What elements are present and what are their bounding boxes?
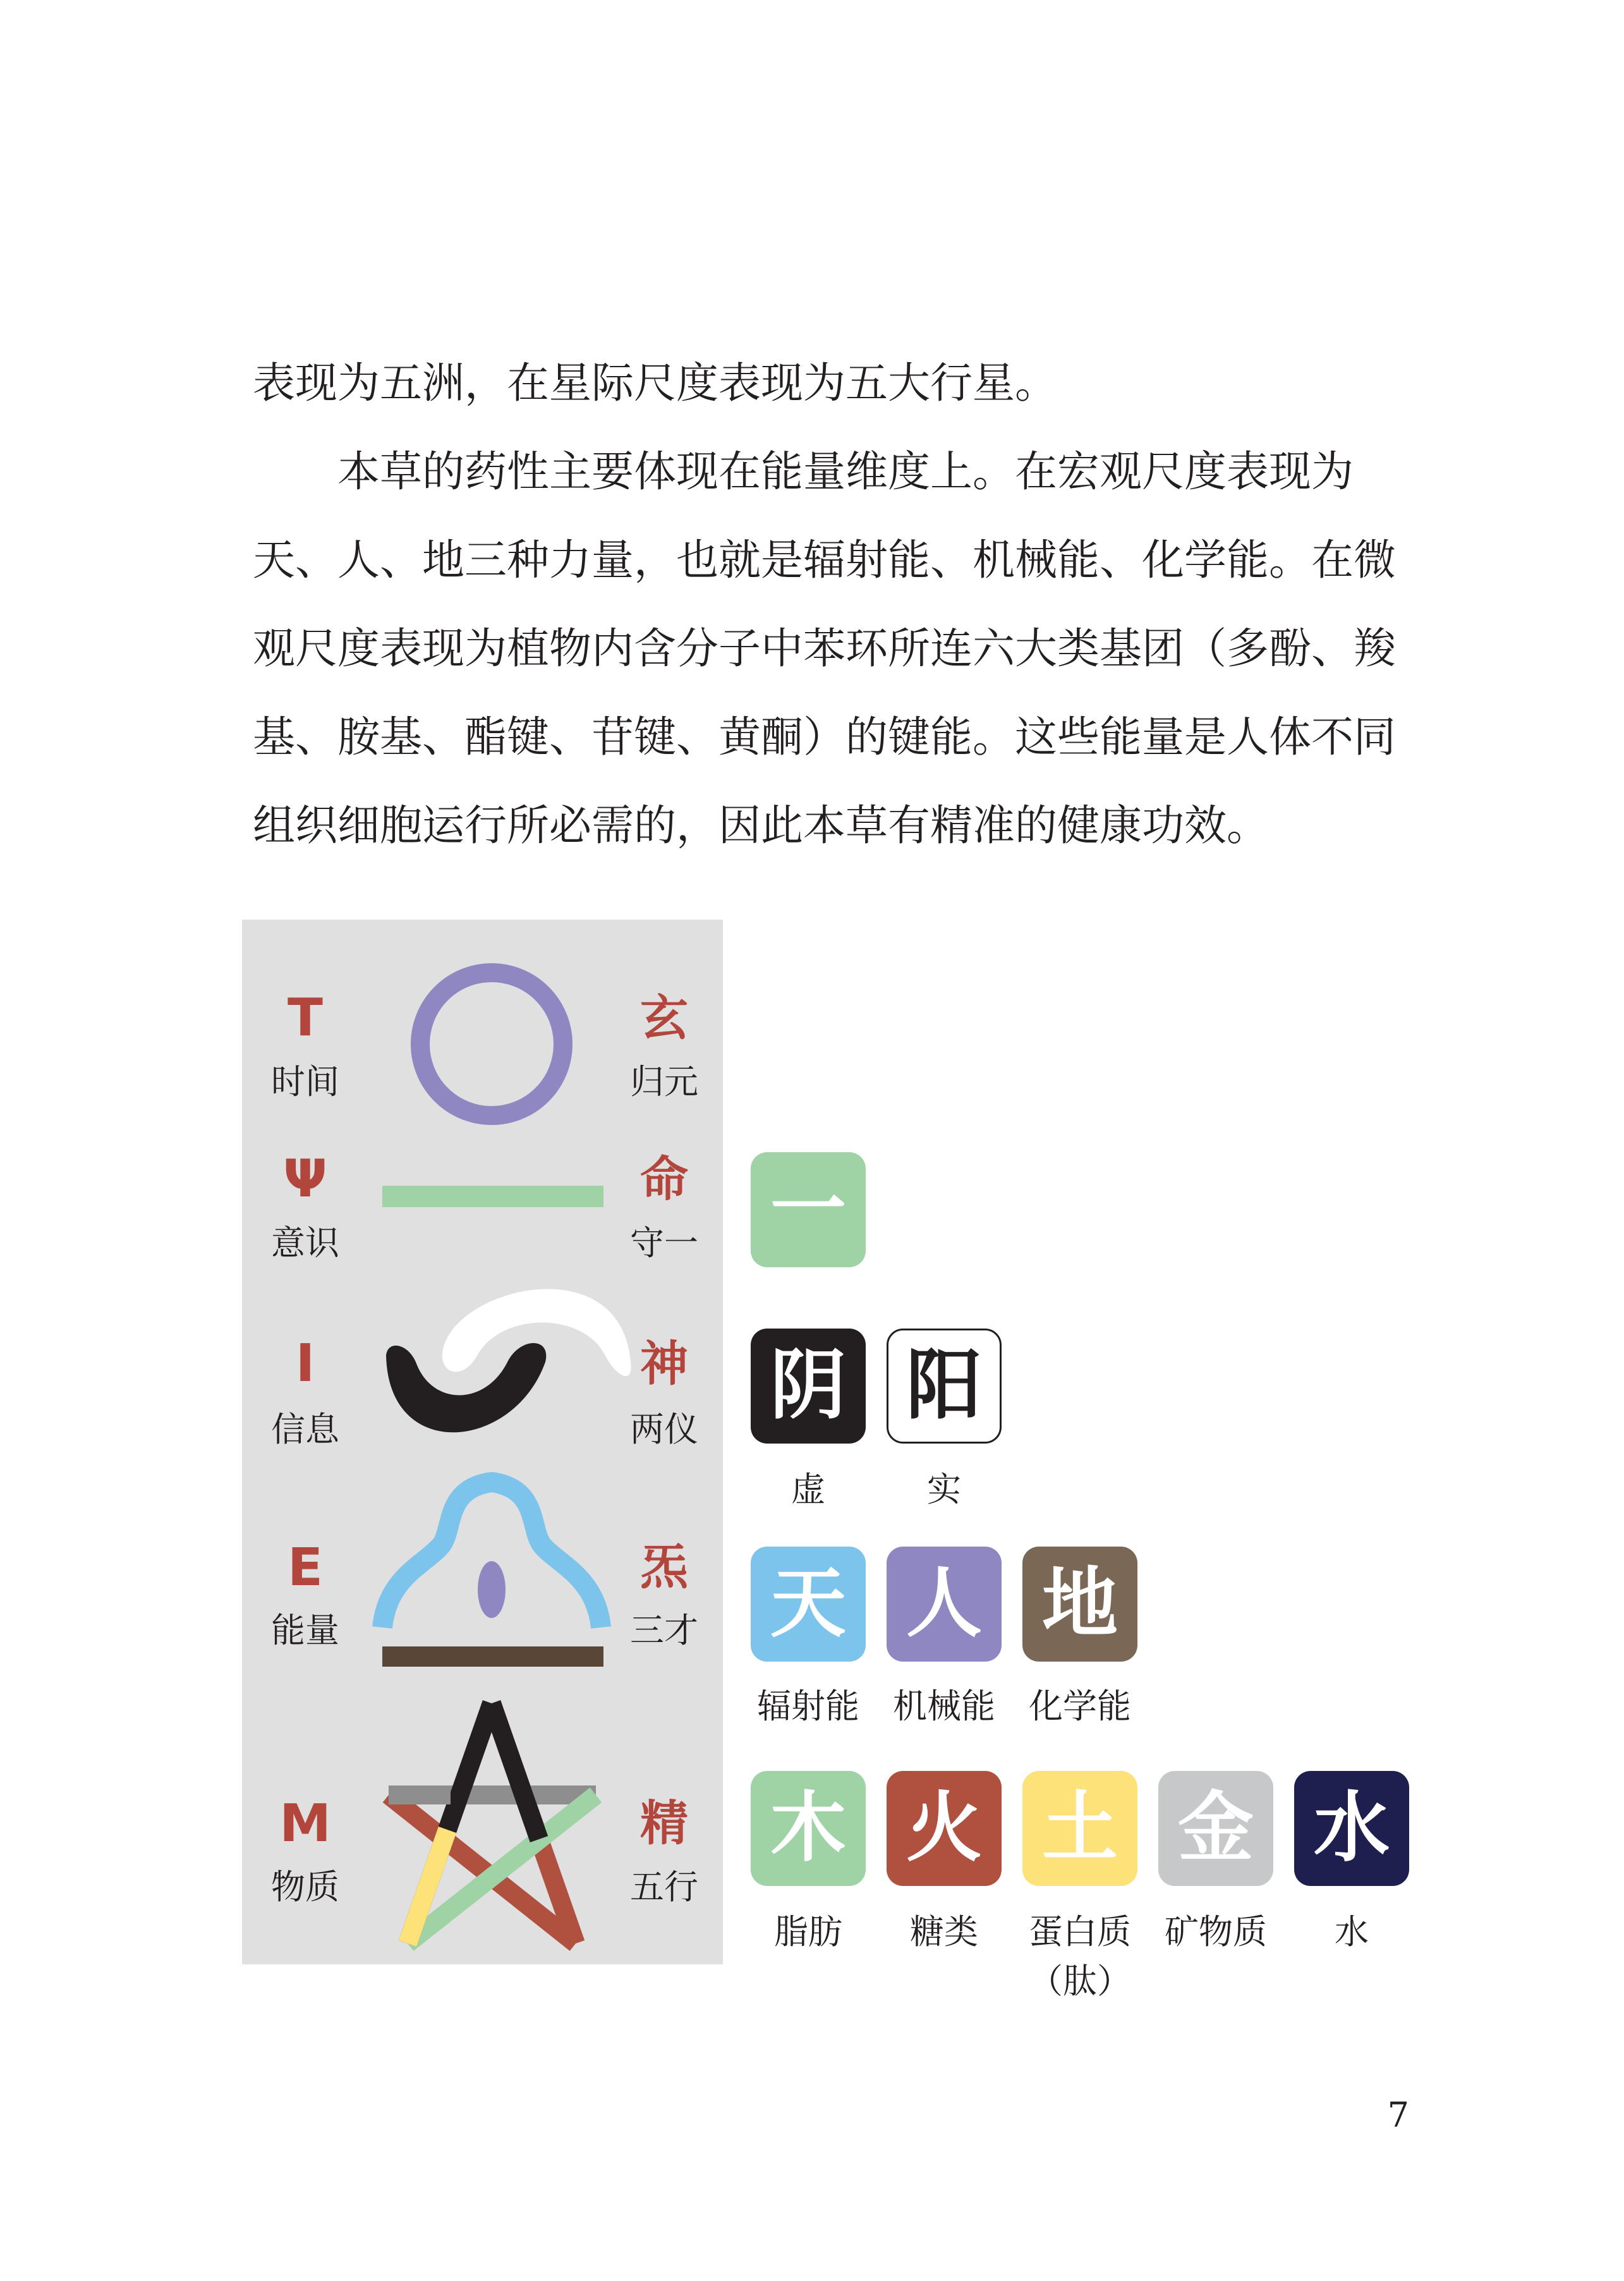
symbol-panel — [242, 920, 723, 1964]
ground-bar — [382, 1646, 603, 1667]
tile-yi-char: 一 — [770, 1165, 846, 1253]
caption-protein: 蛋白质 — [1029, 1912, 1131, 1952]
row-sub-time: 时间 — [271, 1062, 339, 1102]
row-label-ming: 命 — [640, 1151, 688, 1207]
row-letter-psi: Ψ — [283, 1149, 327, 1209]
tile-yin-char: 阴 — [770, 1342, 846, 1430]
row-letter-m: M — [279, 1794, 331, 1854]
tile-di — [1022, 1547, 1137, 1662]
body-paragraph-1: 表现为五洲，在星际尺度表现为五大行星。 — [253, 358, 1057, 408]
tile-shui-char: 水 — [1314, 1784, 1390, 1872]
tile-yang-char: 阳 — [906, 1342, 982, 1430]
row-sub-information: 信息 — [271, 1409, 339, 1449]
row-sub-matter: 物质 — [271, 1867, 339, 1907]
yin-yang-curves-icon — [386, 1289, 631, 1432]
row-sub-guiyuan: 归元 — [630, 1062, 698, 1102]
caption-radiant-energy: 辐射能 — [757, 1686, 859, 1726]
tile-huo-char: 火 — [906, 1784, 982, 1872]
tile-shui — [1294, 1771, 1409, 1886]
row-sub-energy: 能量 — [271, 1610, 339, 1650]
row-label-jing: 精 — [640, 1795, 688, 1851]
circle-ring-icon — [420, 973, 563, 1116]
seed-oval — [478, 1561, 506, 1618]
tile-yang — [887, 1329, 1002, 1444]
row-label-qi: 炁 — [640, 1539, 688, 1595]
tile-jin — [1158, 1771, 1273, 1886]
tile-jin-char: 金 — [1178, 1784, 1254, 1872]
row-sub-wuxing: 五行 — [630, 1867, 698, 1907]
tile-mu — [751, 1771, 866, 1886]
three-powers-arch-icon — [382, 1482, 603, 1667]
symbol-drawings — [242, 920, 723, 1964]
tile-ren-char: 人 — [906, 1560, 982, 1648]
row-letter-e: E — [287, 1538, 323, 1598]
page-number: 7 — [1387, 2095, 1409, 2135]
row-sub-sancai: 三才 — [630, 1610, 698, 1650]
tile-tian-char: 天 — [770, 1560, 846, 1648]
tile-mu-char: 木 — [770, 1784, 846, 1872]
row-sub-liangyi: 两仪 — [630, 1409, 698, 1449]
tile-di-char: 地 — [1042, 1560, 1118, 1648]
tile-tu-char: 土 — [1042, 1784, 1118, 1872]
row-letter-t: T — [288, 988, 323, 1048]
caption-sugar: 糖类 — [910, 1912, 978, 1952]
caption-minerals: 矿物质 — [1165, 1912, 1267, 1952]
tile-tu — [1022, 1771, 1137, 1886]
caption-chemical-energy: 化学能 — [1029, 1686, 1131, 1726]
caption-mechanical-energy: 机械能 — [893, 1686, 995, 1726]
caption-fat: 脂肪 — [774, 1912, 842, 1952]
tile-tian — [751, 1547, 866, 1662]
row-sub-shouyi: 守一 — [630, 1223, 698, 1263]
caption-shi: 实 — [927, 1469, 961, 1509]
row-label-shen: 神 — [640, 1335, 688, 1392]
row-letter-i: I — [295, 1334, 315, 1394]
five-color-pentagram-icon — [389, 1703, 596, 1943]
tile-ren — [887, 1547, 1002, 1662]
row-label-xuan: 玄 — [640, 990, 688, 1046]
horizontal-line-icon — [382, 1186, 603, 1207]
row-sub-consciousness: 意识 — [271, 1223, 339, 1263]
caption-xu: 虚 — [791, 1469, 825, 1509]
tile-yin — [751, 1329, 866, 1444]
caption-water: 水 — [1335, 1912, 1369, 1952]
body-paragraph-2: 本草的药性主要体现在能量维度上。在宏观尺度表现为天、人、地三种力量，也就是辐射能、机械能、化学能。在微观尺度表现为植物内含分子中苯环所连六大类基团（多酚、羧基、胺基、酯键、苷键、黄酮）的键能。这些能量是人体不同组织细胞运行所必需的，因此本草有精准的健康功效。 — [253, 447, 1396, 850]
tile-yi — [751, 1152, 866, 1267]
tile-huo — [887, 1771, 1002, 1886]
caption-peptide: （肽） — [1029, 1961, 1131, 2001]
